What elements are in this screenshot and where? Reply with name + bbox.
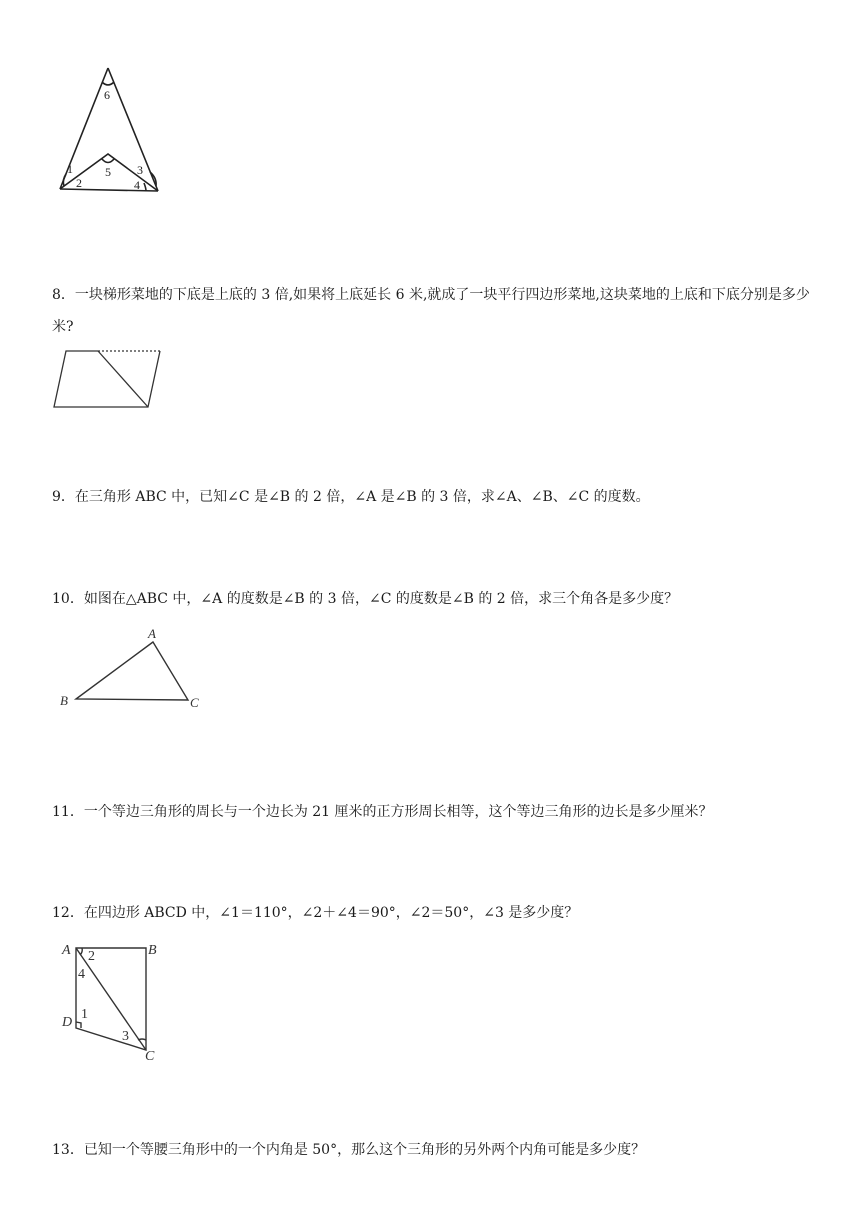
- arc-angle-2: [80, 948, 82, 955]
- arc-angle-5: [102, 159, 114, 163]
- angle-2-label: 2: [88, 949, 95, 964]
- vertex-d-label: D: [62, 1015, 73, 1030]
- arc-angle-4: [144, 183, 146, 191]
- label-3: 3: [137, 163, 143, 177]
- question-9: 9．在三角形 ABC 中，已知∠C 是∠B 的 2 倍，∠A 是∠B 的 3 倍，求∠A、∠B、∠C 的度数。: [52, 489, 650, 505]
- label-5: 5: [105, 165, 111, 179]
- vertex-a-label: A: [148, 626, 156, 641]
- edge-base: [60, 189, 158, 191]
- triangle-abc: [76, 642, 188, 700]
- question-11: 11．一个等边三角形的周长与一个边长为 21 厘米的正方形周长相等，这个等边三角形的边长是多少厘米？: [52, 804, 713, 820]
- label-4: 4: [134, 178, 140, 192]
- diagonal-ac: [76, 948, 146, 1050]
- figure-q7-triangle: [50, 62, 170, 202]
- right-angle-d: [76, 1022, 81, 1028]
- diagonal: [98, 351, 148, 407]
- arc-angle-3: [138, 1039, 146, 1040]
- vertex-b-label: B: [60, 693, 68, 708]
- angle-4-label: 4: [78, 967, 85, 982]
- question-12: 12．在四边形 ABCD 中，∠1＝110°，∠2＋∠4＝90°，∠2＝50°，∠3 是多少度？: [52, 905, 579, 921]
- vertex-a-label: A: [62, 943, 71, 958]
- question-13: 13．已知一个等腰三角形中的一个内角是 50°，那么这个三角形的另外两个内角可能是多少度？: [52, 1142, 646, 1158]
- angle-1-label: 1: [81, 1007, 88, 1022]
- trapezoid-outline: [54, 351, 160, 407]
- vertex-c-label: C: [190, 695, 199, 710]
- question-10: 10．如图在△ABC 中，∠A 的度数是∠B 的 3 倍，∠C 的度数是∠B 的 2 倍，求三个角各是多少度？: [52, 591, 679, 607]
- arc-angle-6: [102, 82, 114, 85]
- label-2: 2: [76, 176, 82, 190]
- label-1: 1: [67, 162, 73, 176]
- question-8: 8．一块梯形菜地的下底是上底的 3 倍,如果将上底延长 6 米,就成了一块平行四边形菜地,这块菜地的上底和下底分别是多少米?: [52, 287, 810, 335]
- figure-q12-quadrilateral: [56, 936, 176, 1066]
- figure-q8-trapezoid: [50, 345, 166, 411]
- vertex-c-label: C: [145, 1049, 155, 1064]
- figure-q10-triangle: [56, 624, 212, 716]
- label-6: 6: [104, 88, 110, 102]
- vertex-b-label: B: [148, 943, 157, 958]
- angle-3-label: 3: [122, 1029, 129, 1044]
